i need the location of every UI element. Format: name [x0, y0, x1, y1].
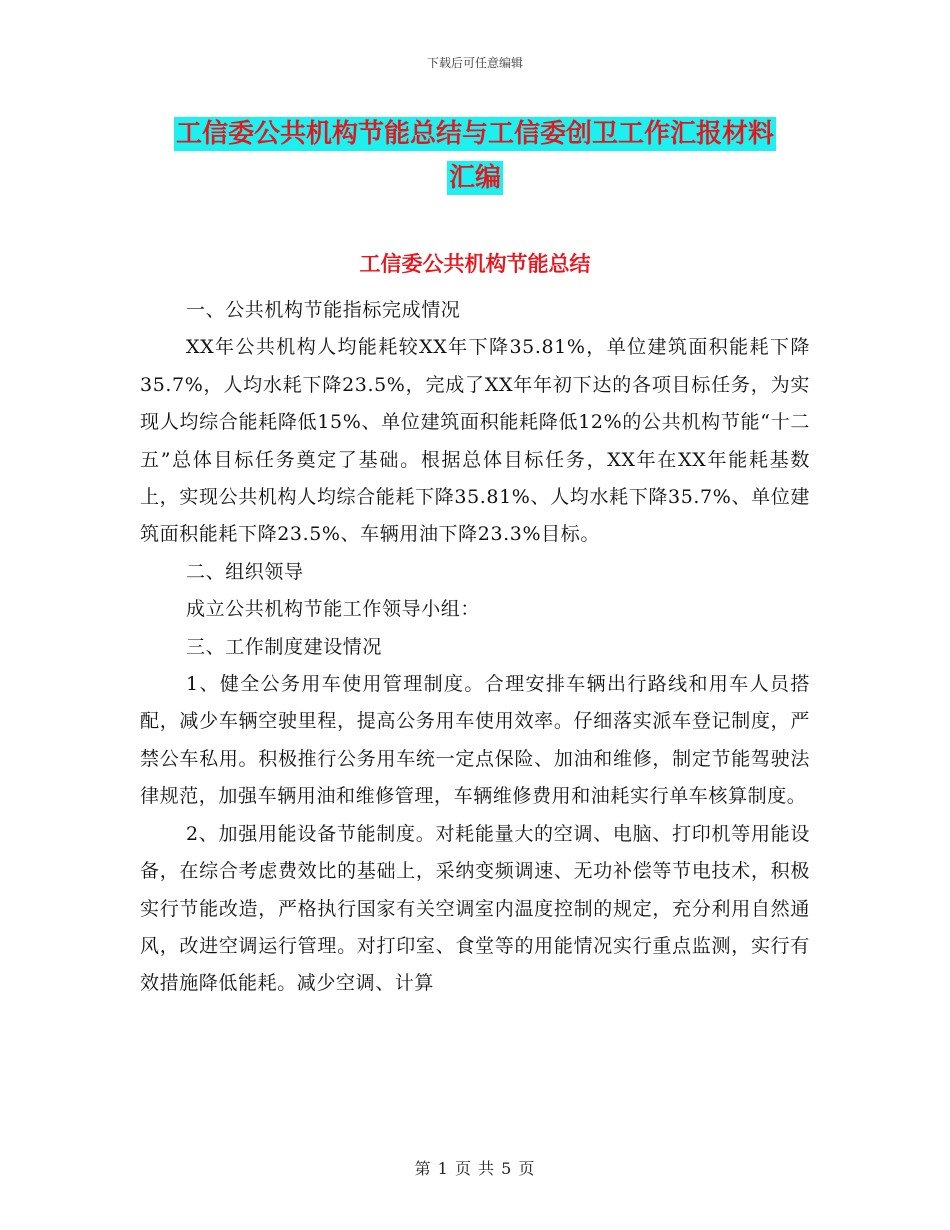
paragraph-targets: XX年公共机构人均能耗较XX年下降35.81%，单位建筑面积能耗下降35.7%，人均水耗下降23.5%，完成了XX年年初下达的各项目标任务，为实现人均综合能耗降低15%、单位建筑面积能耗降低12%的公共机构节能“十二五”总体目标任务奠定了基础。根据总体目标任务，XX年在XX年能耗基数上，实现公共机构人均综合能耗下降35.81%、人均水耗下降35.7%、单位建筑面积能耗下降23.5%、车辆用油下降23.3%目标。	[140, 336, 810, 546]
paragraph-equipment-policy: 2、加强用能设备节能制度。对耗能量大的空调、电脑、打印机等用能设备，在综合考虑费效比的基础上，采纳变频调速、无功补偿等节电技术，积极实行节能改造，严格执行国家有关空调室内温度控制的规定，充分利用自然通风，改进空调运行管理。对打印室、食堂等的用能情况实行重点监测，实行有效措施降低能耗。减少空调、计算	[140, 822, 810, 995]
document-title-line2: 汇编	[448, 163, 501, 193]
header-note: 下载后可任意编辑	[426, 56, 523, 70]
paragraph-leadership: 成立公共机构节能工作领导小组：	[186, 598, 481, 621]
document-body	[140, 292, 810, 1003]
heading-3: 三、工作制度建设情况	[186, 635, 383, 658]
paragraph-vehicle-policy: 1、健全公务用车使用管理制度。合理安排车辆出行路线和用车人员搭配，减少车辆空驶里程，提高公务用车使用效率。仔细落实派车登记制度，严禁公车私用。积极推行公务用车统一定点保险、加油和维修，制定节能驾驶法律规范，加强车辆用油和维修管理，车辆维修费用和油耗实行单车核算制度。	[140, 673, 810, 808]
heading-1: 一、公共机构节能指标完成情况	[186, 299, 461, 321]
heading-2: 二、组织领导	[186, 560, 304, 583]
document-title	[140, 112, 810, 200]
section-title: 工信委公共机构节能总结	[359, 252, 591, 276]
document-title-line1: 工信委公共机构节能总结与工信委创卫工作汇报材料	[175, 119, 774, 149]
page-footer: 第 1 页 共 5 页	[414, 1159, 536, 1178]
